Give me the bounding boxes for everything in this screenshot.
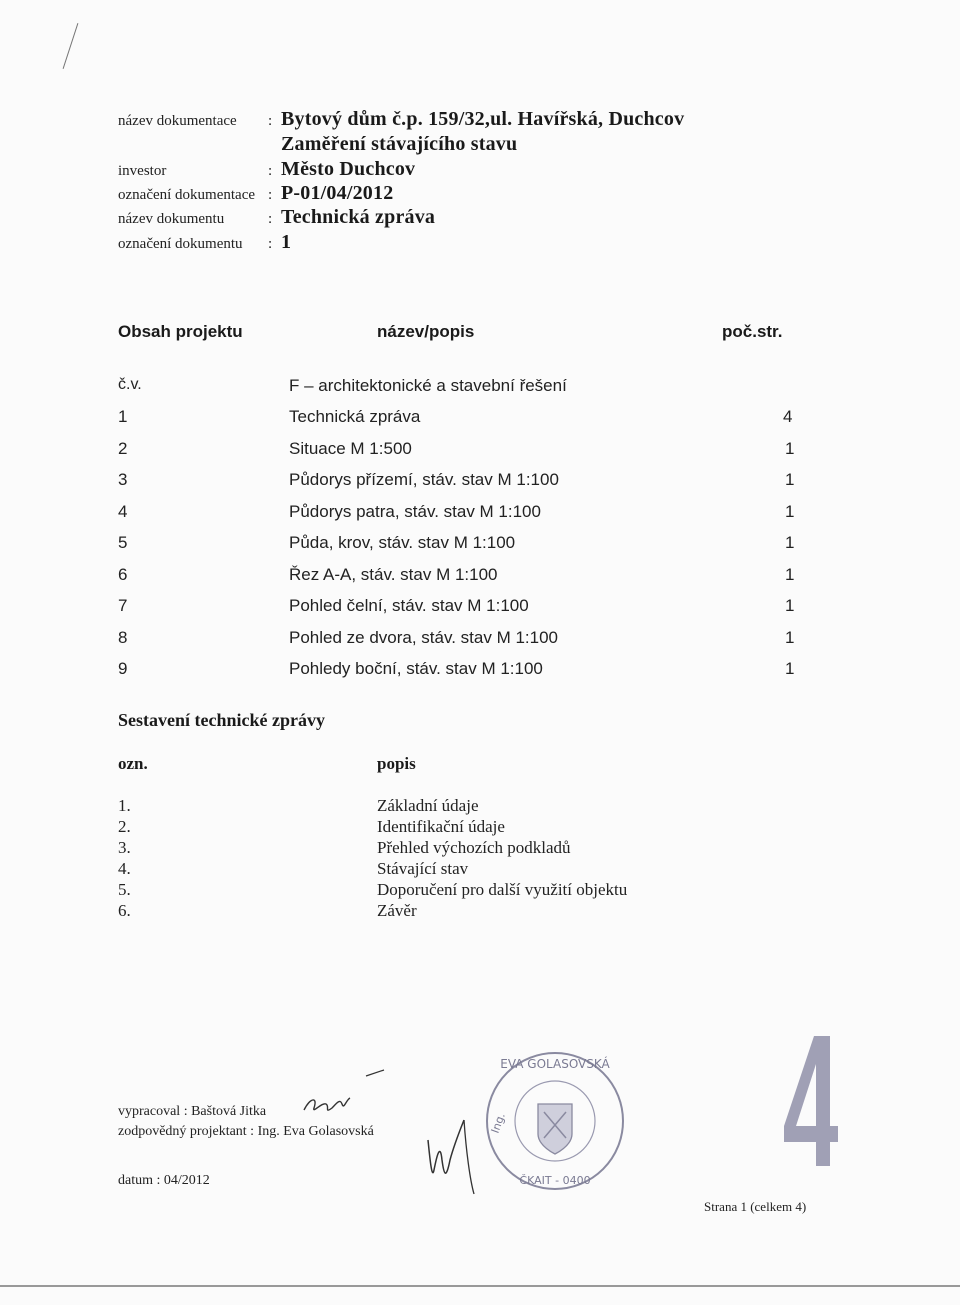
contents-row-pages: 1 [785,502,795,521]
contents-row-title: Technická zpráva [289,407,421,426]
report-row-number: 1. [118,796,131,815]
bottom-scan-line [0,1285,960,1287]
svg-text:ČKAIT - 0400: ČKAIT - 0400 [519,1174,591,1187]
header-label-doc-name: název dokumentace [118,113,237,129]
contents-row-number: 3 [118,470,128,489]
report-col-popis: popis [377,754,416,773]
contents-col-title: název/popis [377,322,475,341]
svg-text:EVA GOLASOVSKÁ: EVA GOLASOVSKÁ [500,1057,610,1071]
contents-col-number: č.v. [118,376,142,393]
report-heading: Sestavení technické zprávy [118,710,325,730]
svg-text:Ing.: Ing. [488,1111,508,1136]
contents-row-title: Půda, krov, stáv. stav M 1:100 [289,533,516,552]
header-colon: : [268,187,273,203]
header-label-investor: investor [118,163,167,179]
header-colon: : [268,236,273,252]
contents-row-number: 6 [118,565,128,584]
contents-row-pages: 1 [785,596,795,615]
report-row-number: 5. [118,880,131,899]
contents-row-title: Situace M 1:500 [289,439,412,458]
header-label-document-id: označení dokumentu [118,236,243,252]
report-row-number: 4. [118,859,131,878]
designer-stamp [480,1046,630,1196]
header-value-doc-id: P-01/04/2012 [281,182,394,204]
contents-row-number: 2 [118,439,128,458]
report-row-title: Přehled výchozích podkladů [377,838,571,857]
scan-mark [63,23,79,69]
page-counter: Strana 1 (celkem 4) [704,1199,807,1214]
contents-row-title: Půdorys přízemí, stáv. stav M 1:100 [289,470,559,489]
header-colon: : [268,113,273,129]
report-row-number: 3. [118,838,131,857]
header-value-doc-subtitle: Zaměření stávajícího stavu [281,133,518,155]
header-colon: : [268,163,273,179]
contents-row-pages: 1 [785,659,795,678]
contents-row-pages: 1 [785,439,795,458]
contents-row-number: 8 [118,628,128,647]
contents-row-number: 9 [118,659,128,678]
contents-row-title: Pohledy boční, stáv. stav M 1:100 [289,659,543,678]
page-stamp-graphic [780,1030,840,1170]
contents-row-pages: 1 [785,628,795,647]
prepared-by: vypracoval : Baštová Jitka [118,1104,267,1119]
document-date: datum : 04/2012 [118,1173,210,1188]
contents-heading: Obsah projektu [118,322,243,341]
contents-row-number: 5 [118,533,128,552]
contents-row-number: 4 [118,502,128,521]
header-value-doc-name: Bytový dům č.p. 159/32,ul. Havířská, Duchcov [281,108,685,130]
report-row-title: Stávající stav [377,859,469,878]
header-label-document-name: název dokumentu [118,211,225,227]
contents-row-title: Pohled ze dvora, stáv. stav M 1:100 [289,628,558,647]
contents-row-title: Řez A-A, stáv. stav M 1:100 [289,565,498,584]
contents-row-pages: 4 [783,407,793,426]
contents-row-title: Pohled čelní, stáv. stav M 1:100 [289,596,529,615]
header-value-document-name: Technická zpráva [281,206,436,228]
report-row-title: Základní údaje [377,796,479,815]
report-row-title: Doporučení pro další využití objektu [377,880,628,899]
contents-row-pages: 1 [785,533,795,552]
page-stamp [780,1030,840,1170]
contents-row-number: 7 [118,596,128,615]
report-row-number: 2. [118,817,131,836]
contents-col-pages: poč.str. [722,322,783,341]
report-row-title: Závěr [377,901,417,920]
contents-row-pages: 1 [785,470,795,489]
header-colon: : [268,211,273,227]
contents-row-number: 1 [118,407,128,426]
contents-row-pages: 1 [785,565,795,584]
header-value-document-id: 1 [281,231,292,253]
contents-row-title: Půdorys patra, stáv. stav M 1:100 [289,502,541,521]
report-row-number: 6. [118,901,131,920]
responsible-designer: zodpovědný projektant : Ing. Eva Golasovská [118,1124,374,1139]
signature-drafter [296,1068,396,1128]
report-row-title: Identifikační údaje [377,817,505,836]
contents-section-name: F – architektonické a stavební řešení [289,376,567,395]
header-value-investor: Město Duchcov [281,158,416,180]
header-label-doc-id: označení dokumentace [118,187,256,203]
report-col-ozn: ozn. [118,754,148,773]
